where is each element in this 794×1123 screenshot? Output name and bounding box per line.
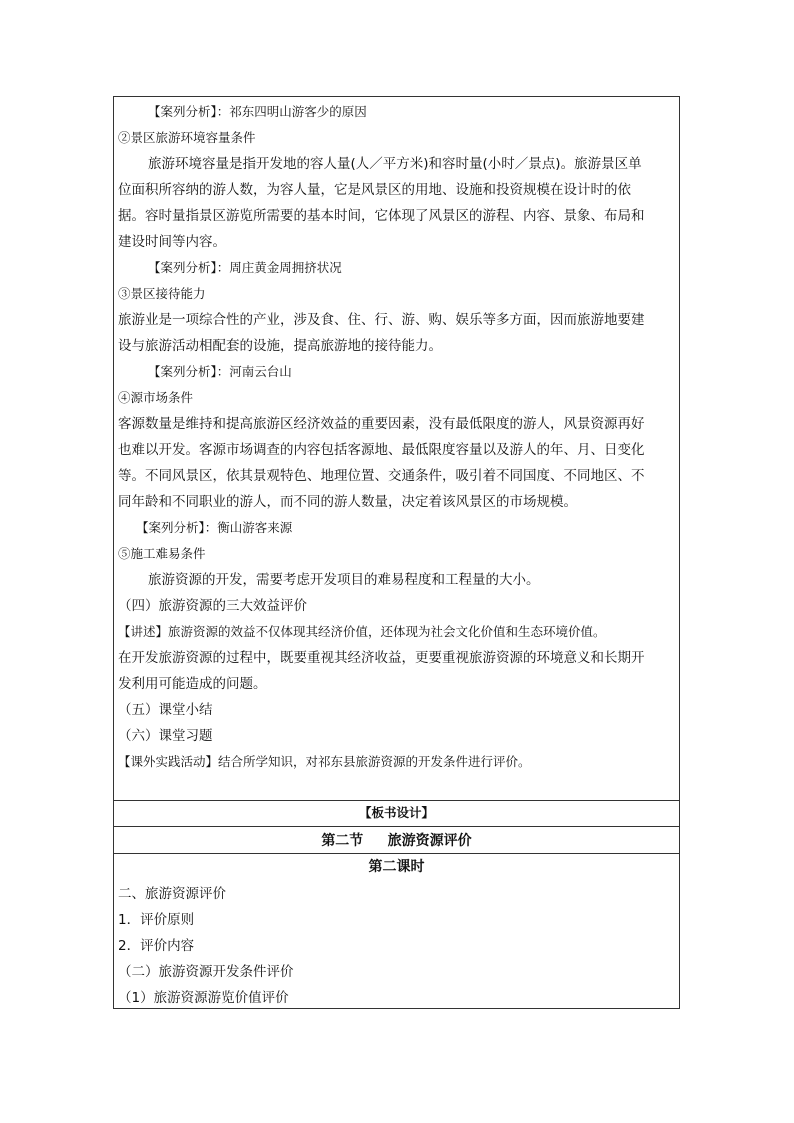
board-item: 1．评价原则 bbox=[118, 912, 195, 928]
case-analysis-zhouzhuang: 【案列分析】：周庄黄金周拥挤状况 bbox=[148, 260, 342, 275]
heading-market: ④源市场条件 bbox=[118, 390, 194, 405]
paragraph-line: 在开发旅游资源的过程中，既要重视其经济收益，更要重视旅游资源的环境意义和长期开 bbox=[118, 650, 645, 666]
paragraph-line: 等。不同风景区，依其景观特色、地理位置、交通条件，吸引着不同国度、不同地区、不 bbox=[118, 468, 645, 484]
paragraph-line: 旅游业是一项综合性的产业，涉及食、住、行、游、购、娱乐等多方面，因而旅游地要建 bbox=[118, 312, 645, 328]
lesson-plan-table bbox=[113, 96, 680, 1009]
board-item: 2．评价内容 bbox=[118, 938, 195, 954]
heading-benefits: （四）旅游资源的三大效益评价 bbox=[118, 598, 307, 614]
paragraph-line: 旅游资源的开发，需要考虑开发项目的难易程度和工程量的大小。 bbox=[148, 572, 540, 588]
paragraph-line: 也难以开发。客源市场调查的内容包括客源地、最低限度容量以及游人的年、月、日变化 bbox=[118, 442, 645, 458]
period-title: 第二课时 bbox=[368, 859, 425, 875]
board-design-heading: 【板书设计】 bbox=[358, 805, 434, 820]
board-item: （1）旅游资源游览价值评价 bbox=[118, 990, 289, 1006]
table-divider bbox=[114, 800, 679, 801]
paragraph-line: 客源数量是维持和提高旅游区经济效益的重要因素，没有最低限度的游人，风景资源再好 bbox=[118, 416, 645, 432]
case-analysis-yuntai: 【案列分析】：河南云台山 bbox=[148, 364, 292, 379]
paragraph-line: 同年龄和不同职业的游人，而不同的游人数量，决定着该风景区的市场规模。 bbox=[118, 494, 577, 510]
paragraph-line: 位面积所容纳的游人数，为容人量，它是风景区的用地、设施和投资规模在设计时的依 bbox=[118, 182, 631, 198]
heading-reception: ③景区接待能力 bbox=[118, 286, 206, 301]
table-divider bbox=[114, 853, 679, 854]
table-divider bbox=[114, 826, 679, 827]
heading-summary: （五）课堂小结 bbox=[118, 702, 213, 718]
practice-activity: 【课外实践活动】结合所学知识，对祁东县旅游资源的开发条件进行评价。 bbox=[118, 754, 531, 769]
board-item: 二、旅游资源评价 bbox=[118, 886, 226, 902]
heading-exercises: （六）课堂习题 bbox=[118, 728, 213, 744]
heading-construction: ⑤施工难易条件 bbox=[118, 546, 206, 561]
paragraph-line: 据。容时量指景区游览所需要的基本时间，它体现了风景区的游程、内容、景象、布局和 bbox=[118, 208, 645, 224]
case-analysis-siming: 【案列分析】：祁东四明山游客少的原因 bbox=[148, 104, 367, 119]
case-analysis-hengshan: 【案列分析】：衡山游客来源 bbox=[136, 520, 293, 535]
board-item: （二）旅游资源开发条件评价 bbox=[118, 964, 294, 980]
section-title: 第二节 旅游资源评价 bbox=[321, 833, 472, 849]
heading-capacity: ②景区旅游环境容量条件 bbox=[118, 130, 256, 145]
paragraph-line: 设与旅游活动相配套的设施，提高旅游地的接待能力。 bbox=[118, 338, 442, 354]
lecture-line: 【讲述】旅游资源的效益不仅体现其经济价值，还体现为社会文化价值和生态环境价值。 bbox=[118, 624, 606, 639]
paragraph-line: 发利用可能造成的问题。 bbox=[118, 676, 267, 692]
paragraph-line: 旅游环境容量是指开发地的容人量(人／平方米)和容时量(小时／景点)。旅游景区单 bbox=[148, 156, 642, 172]
paragraph-line: 建设时间等内容。 bbox=[118, 234, 226, 250]
